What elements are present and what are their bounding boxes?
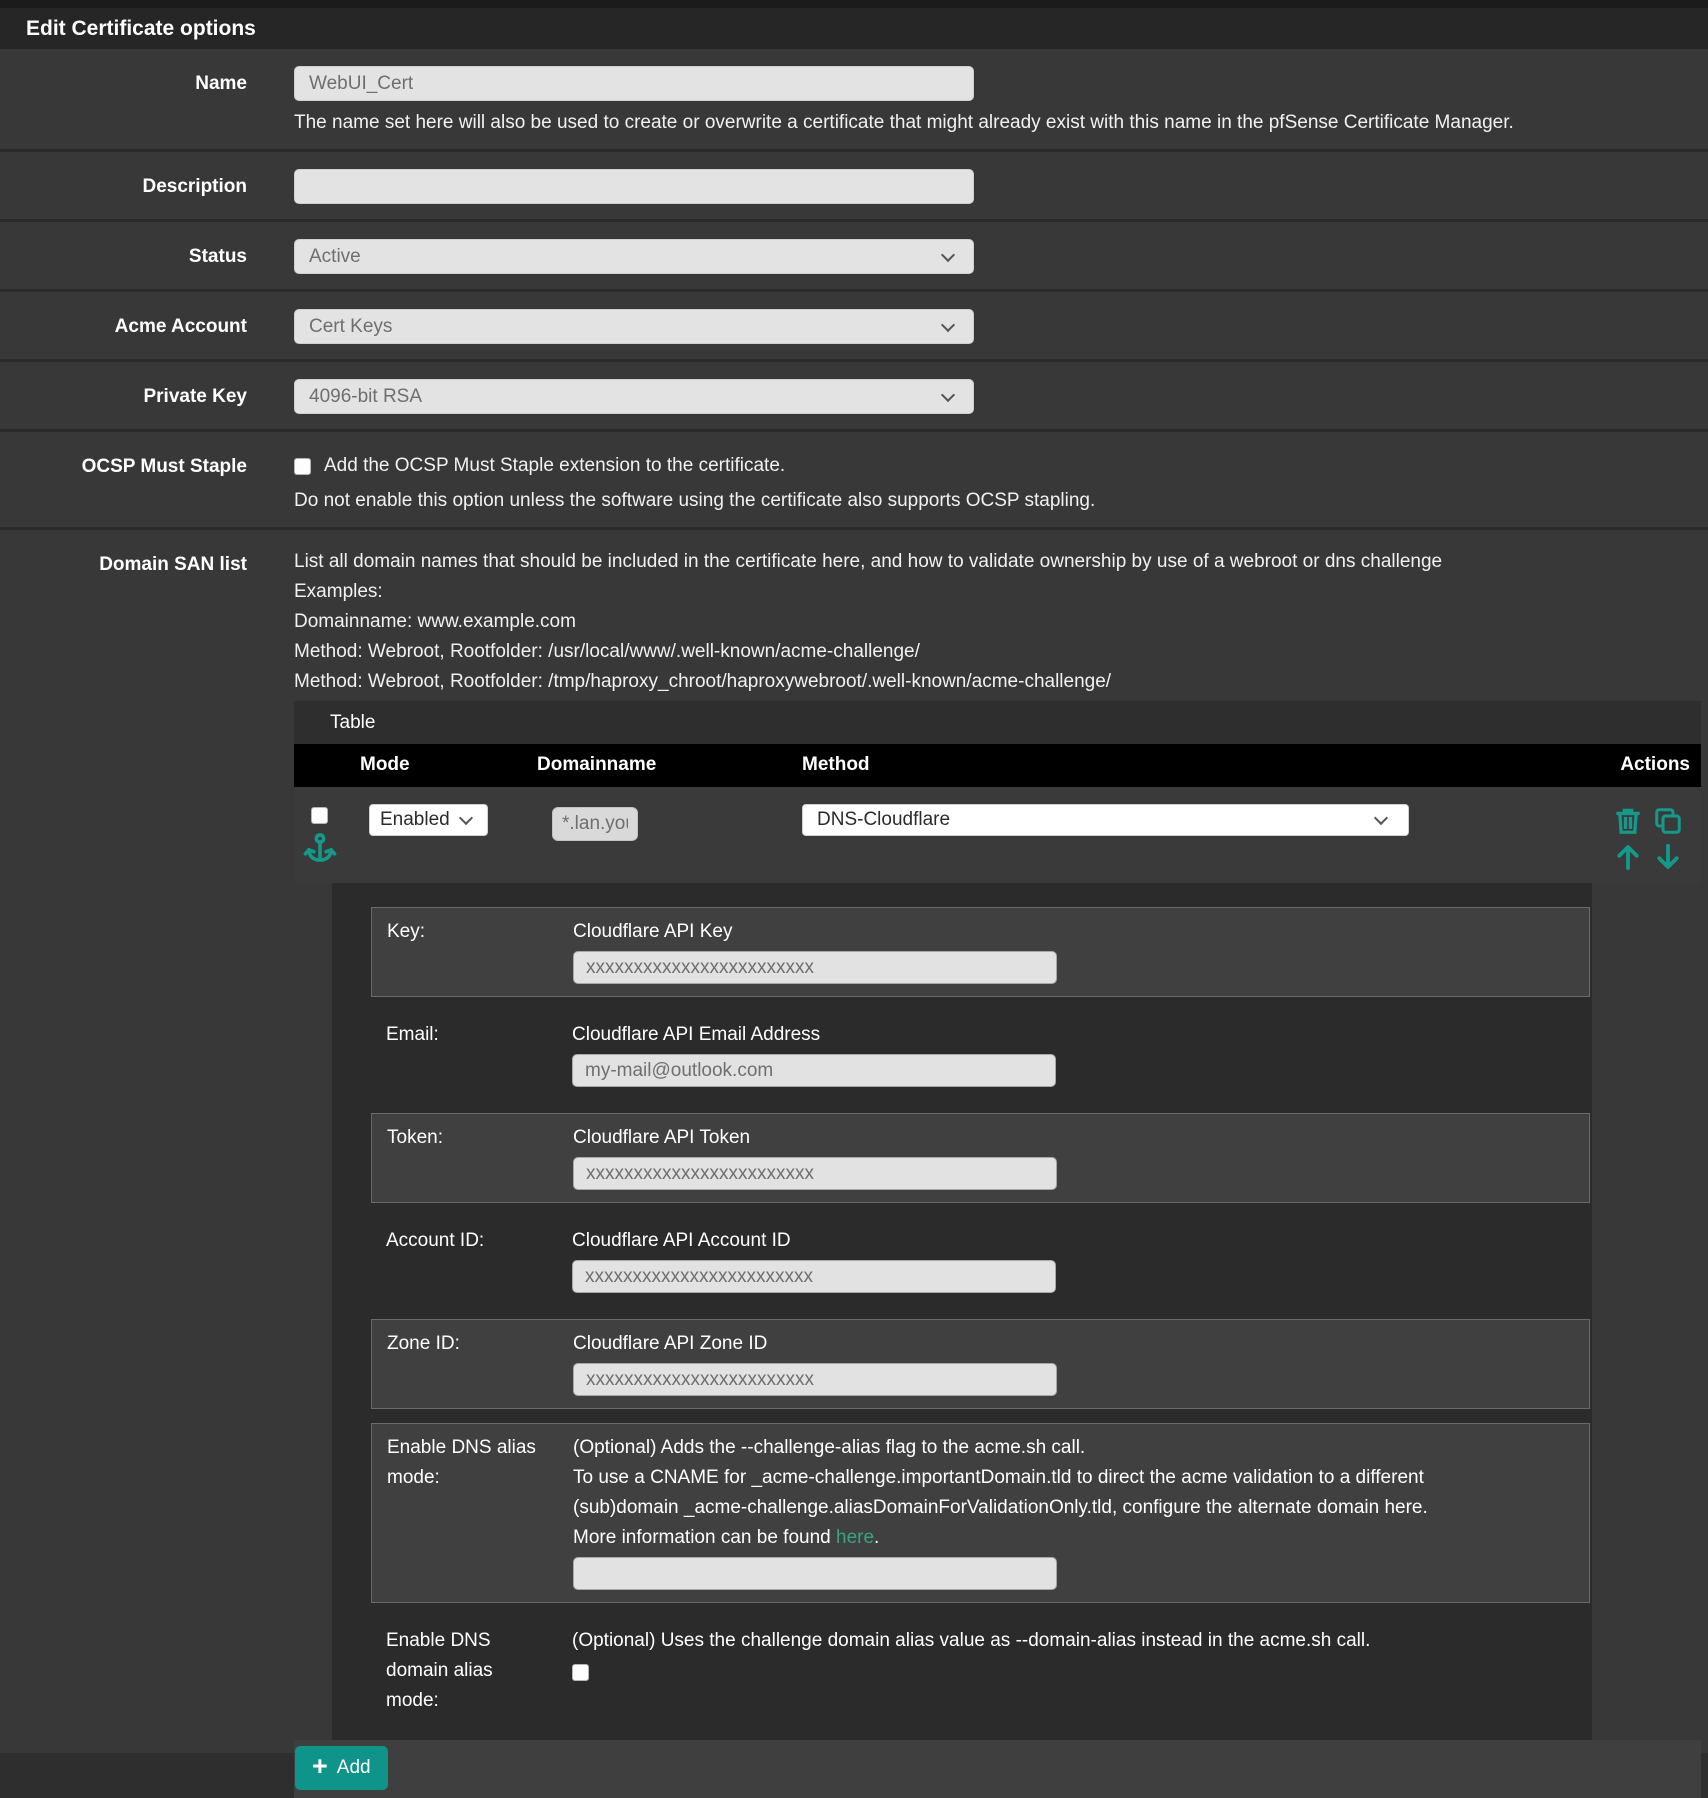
top-strip — [0, 0, 1708, 8]
table-footer — [294, 1740, 1701, 1798]
form-row-acme-account — [0, 292, 1708, 362]
status-label: Status — [188, 246, 247, 267]
san-description: List all domain names that should be included in the certificate here, and how to validate ownership by use of a webroot or dns challenge — [294, 551, 1443, 572]
chevron-down-icon — [1374, 811, 1388, 825]
domain-san-table — [294, 701, 1701, 1798]
name-help-text: The name set here will also be used to create or overwrite a certificate that might already exist with this name in the pfSense Certificate Manager. — [294, 112, 1514, 133]
status-selected-value: Active — [309, 245, 361, 267]
cf-dns-alias-label: Enable DNS alias mode: — [387, 1437, 536, 1488]
ocsp-label: OCSP Must Staple — [81, 456, 247, 477]
ocsp-checkbox-text: Add the OCSP Must Staple extension to the certificate. — [324, 455, 786, 476]
cf-token-label: Token: — [387, 1127, 443, 1148]
name-label: Name — [195, 73, 247, 94]
column-header-mode: Mode — [360, 754, 410, 775]
chevron-down-icon — [941, 387, 955, 401]
cf-dns-domain-alias-text: (Optional) Uses the challenge domain alias value as --domain-alias instead in the acme.sh call. — [572, 1630, 1371, 1651]
form-row-name — [0, 49, 1708, 152]
cf-account-id-label: Account ID: — [386, 1230, 485, 1251]
plus-icon: + — [312, 1751, 328, 1781]
method-select[interactable] — [802, 804, 1409, 836]
add-button[interactable] — [295, 1746, 388, 1790]
form-row-ocsp — [0, 432, 1708, 530]
cf-row-dns-domain-alias — [371, 1617, 1590, 1728]
table-title-band — [294, 701, 1701, 744]
san-example-method2: Method: Webroot, Rootfolder: /tmp/haproxy_chroot/haproxywebroot/.well-known/acme-challenge/ — [294, 671, 1112, 692]
cf-key-sublabel: Cloudflare API Key — [573, 921, 733, 942]
ocsp-note: Do not enable this option unless the software using the certificate also supports OCSP stapling. — [294, 490, 1096, 511]
cf-token-input[interactable] — [573, 1157, 1057, 1190]
cf-zone-id-input[interactable] — [573, 1363, 1057, 1396]
column-header-actions: Actions — [1620, 754, 1690, 775]
cf-account-id-sublabel: Cloudflare API Account ID — [572, 1230, 791, 1251]
page-title: Edit Certificate options — [26, 16, 256, 40]
cf-zone-id-label: Zone ID: — [387, 1333, 460, 1354]
description-label: Description — [142, 176, 247, 197]
table-title: Table — [330, 711, 376, 733]
add-button-label: Add — [336, 1757, 371, 1778]
acme-account-label: Acme Account — [114, 316, 247, 337]
column-header-domainname: Domainname — [537, 754, 657, 775]
mode-select[interactable] — [369, 804, 488, 836]
cf-dns-alias-more-suffix: . — [874, 1527, 880, 1548]
trash-icon[interactable] — [1612, 805, 1644, 837]
cf-dns-alias-input[interactable] — [573, 1557, 1057, 1590]
table-header-row — [294, 744, 1701, 787]
row-actions — [1612, 805, 1684, 873]
cf-dns-alias-line3: (sub)domain _acme-challenge.aliasDomainForValidationOnly.tld, configure the alternate domain here. — [573, 1497, 1428, 1518]
cf-dns-alias-more-prefix: More information can be found — [573, 1527, 836, 1548]
private-key-label: Private Key — [143, 386, 247, 407]
cf-row-dns-alias — [371, 1423, 1590, 1603]
cf-zone-id-sublabel: Cloudflare API Zone ID — [573, 1333, 768, 1354]
acme-account-select[interactable] — [294, 309, 974, 344]
here-link[interactable]: here — [836, 1527, 875, 1548]
san-example-domainname: Domainname: www.example.com — [294, 611, 576, 632]
cf-email-label: Email: — [386, 1024, 439, 1045]
san-examples-heading: Examples: — [294, 581, 383, 602]
form-row-status — [0, 222, 1708, 292]
chevron-down-icon — [459, 811, 473, 825]
cf-dns-domain-alias-label: Enable DNS domain alias mode: — [386, 1630, 493, 1711]
private-key-select[interactable] — [294, 379, 974, 414]
san-example-method1: Method: Webroot, Rootfolder: /usr/local/www/.well-known/acme-challenge/ — [294, 641, 920, 662]
cf-key-input[interactable] — [573, 951, 1057, 984]
cf-email-input[interactable] — [572, 1054, 1056, 1087]
cf-key-label: Key: — [387, 921, 426, 942]
cf-row-key — [371, 907, 1590, 997]
cf-account-id-input[interactable] — [572, 1260, 1056, 1293]
domain-san-label: Domain SAN list — [99, 554, 247, 575]
cf-row-email — [371, 1011, 1590, 1099]
arrow-down-icon[interactable] — [1652, 841, 1684, 873]
description-input[interactable] — [294, 169, 974, 204]
cf-token-sublabel: Cloudflare API Token — [573, 1127, 751, 1148]
acme-account-selected-value: Cert Keys — [309, 315, 393, 337]
form-row-domain-san — [0, 530, 1708, 1798]
table-row — [294, 787, 1701, 883]
status-select[interactable] — [294, 239, 974, 274]
arrow-up-icon[interactable] — [1612, 841, 1644, 873]
cf-dns-alias-more — [573, 1523, 1569, 1553]
cf-dns-domain-alias-checkbox[interactable] — [572, 1664, 589, 1681]
cf-row-token — [371, 1113, 1590, 1203]
cloudflare-settings-section — [332, 883, 1592, 1740]
chevron-down-icon — [941, 317, 955, 331]
domainname-input[interactable] — [552, 807, 638, 841]
form-row-description — [0, 152, 1708, 222]
name-input[interactable] — [294, 66, 974, 101]
method-selected-value: DNS-Cloudflare — [817, 809, 951, 830]
ocsp-checkbox[interactable] — [294, 458, 311, 475]
anchor-icon — [302, 831, 338, 873]
form-row-private-key — [0, 362, 1708, 432]
mode-selected-value: Enabled — [380, 809, 450, 830]
cf-dns-alias-line1: (Optional) Adds the --challenge-alias flag to the acme.sh call. — [573, 1437, 1086, 1458]
private-key-selected-value: 4096-bit RSA — [309, 385, 423, 407]
cf-dns-alias-line2: To use a CNAME for _acme-challenge.importantDomain.tld to direct the acme validation to a different — [573, 1467, 1424, 1488]
chevron-down-icon — [941, 247, 955, 261]
row-checkbox[interactable] — [311, 807, 328, 824]
cf-row-account-id — [371, 1217, 1590, 1305]
column-header-method: Method — [802, 754, 870, 775]
copy-icon[interactable] — [1652, 805, 1684, 837]
panel-header — [0, 8, 1708, 49]
cf-row-zone-id — [371, 1319, 1590, 1409]
cf-email-sublabel: Cloudflare API Email Address — [572, 1024, 821, 1045]
